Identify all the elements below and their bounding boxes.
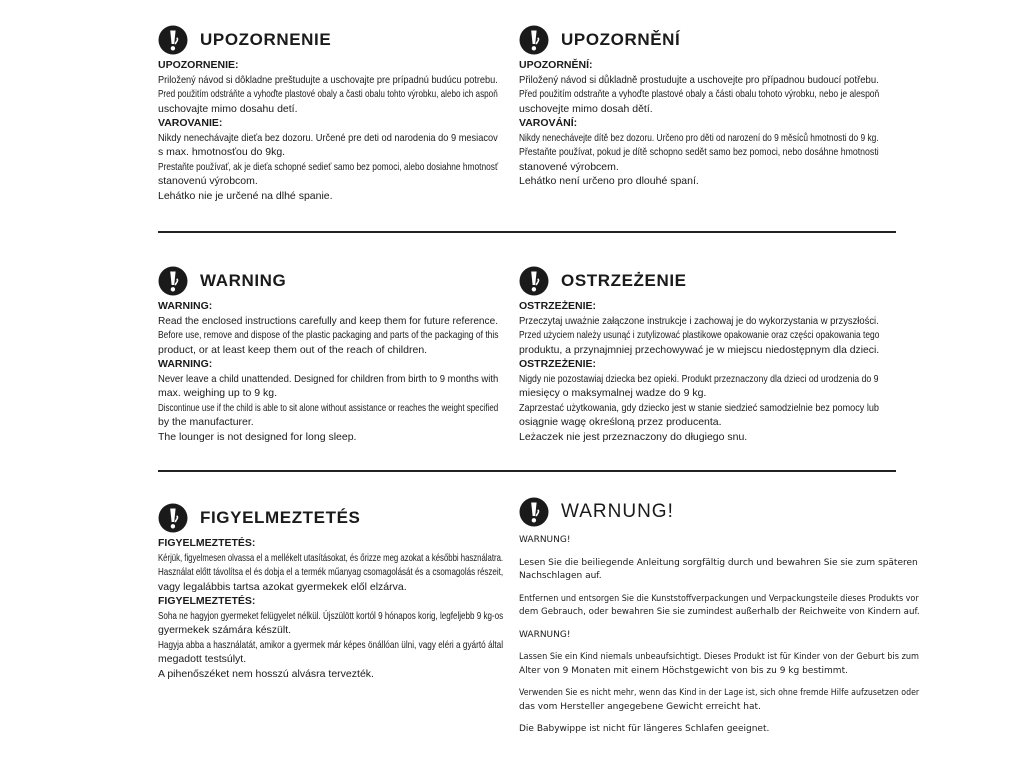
text-line: Lesen Sie die beiliegende Anleitung sorgfältig durch und bewahren Sie sie zum späteren <box>519 557 918 568</box>
warning-icon <box>158 503 188 533</box>
warning-label: OSTRZEŻENIE: <box>519 358 597 370</box>
section-header <box>519 497 919 527</box>
text-line: Die Babywippe ist nicht für längeres Schlafen geeignet. <box>519 724 770 734</box>
warning-label: VAROVÁNÍ: <box>519 117 578 129</box>
divider-top <box>158 231 896 233</box>
text-line: Before use, remove and dispose of the plastic packaging and parts of the packaging of this <box>158 329 499 341</box>
text-line: vagy legalábbis tartsa azokat gyermekek elől elzárva. <box>158 580 407 593</box>
text-line: Nachschlagen auf. <box>519 571 602 581</box>
section-title: FIGYELMEZTETÉS <box>200 508 361 527</box>
warning-label: FIGYELMEZTETÉS: <box>158 595 256 607</box>
text-line: uschovajte mimo dosahu detí. <box>158 102 298 115</box>
section-sk <box>158 25 498 203</box>
warning-icon <box>519 266 549 296</box>
text-line: stanovené výrobcem. <box>519 160 619 173</box>
section-title: WARNUNG! <box>561 501 674 522</box>
warning-icon <box>158 25 188 55</box>
text-line: WARNUNG! <box>519 629 571 640</box>
text-line: Przed użyciem należy usunąć i zutylizować plastikowe opakowanie oraz części opakowania tego <box>519 329 880 341</box>
text-line: max. weighing up to 9 kg. <box>158 387 278 399</box>
warning-icon <box>519 25 549 55</box>
warning-label: WARNING: <box>158 358 213 370</box>
section-body <box>519 534 919 737</box>
text-line: Használat előtt távolítsa el és dobja el a termék műanyag csomagolását és a csomagolás részeit, <box>158 566 504 578</box>
text-line: Verwenden Sie es nicht mehr, wenn das Kind in der Lage ist, sich ohne fremde Hilfe aufzusetzen oder <box>519 688 920 698</box>
text-line: Lehátko není určeno pro dlouhé spaní. <box>519 175 699 187</box>
text-line: Pred použitím odstráňte a vyhoďte plastové obaly a časti obalu tohto výrobku, alebo ich aspoň <box>158 88 498 100</box>
section-header <box>519 266 879 296</box>
text-line: Přiložený návod si důkladně prostudujte a uschovejte pro případnou budoucí potřebu. <box>519 73 879 86</box>
text-line: A pihenőszéket nem hosszú alvásra tervezték. <box>158 667 374 680</box>
text-line: Před použitím odstraňte a vyhoďte plastové obaly a části obalu tohoto výrobku, nebo je alespoň <box>519 88 880 100</box>
text-line: product, or at least keep them out of the reach of children. <box>158 343 428 356</box>
text-line: osiągnie wagę określoną przez producenta. <box>519 416 722 428</box>
section-hu <box>158 503 503 681</box>
text-line: stanovenú výrobcom. <box>158 175 258 187</box>
paragraph-gap <box>519 548 919 557</box>
text-line: Never leave a child unattended. Designed for children from birth to 9 months with <box>158 372 499 385</box>
text-line: by the manufacturer. <box>158 416 254 428</box>
warning-label: UPOZORNENIE: <box>158 59 239 71</box>
section-header <box>519 25 879 55</box>
section-title: UPOZORNENIE <box>200 30 332 49</box>
text-line: Hagyja abba a használatát, amikor a gyermek már képes önállóan ülni, vagy eléri a gyártó által <box>158 638 504 651</box>
divider-middle <box>158 470 896 472</box>
paragraph-gap <box>519 714 919 723</box>
section-body <box>158 58 498 203</box>
paragraph-gap <box>519 642 919 651</box>
text-line: Přestaňte používat, pokud je dítě schopno sedět samo bez pomoci, nebo dosáhne hmotnosti <box>519 146 879 158</box>
text-line: Nikdy nenechávejte dítě bez dozoru. Určeno pro děti od narození do 9 měsíců hmotnosti do 9 kg. <box>519 131 879 144</box>
section-body <box>158 299 498 444</box>
section-title: WARNING <box>200 271 287 290</box>
text-line: Priložený návod si dôkladne preštudujte a uschovajte pre prípadnú budúcu potrebu. <box>158 73 498 86</box>
warning-icon <box>519 497 549 527</box>
text-line: Read the enclosed instructions carefully and keep them for future reference. <box>158 314 499 327</box>
text-line: gyermekek számára készült. <box>158 624 292 636</box>
text-line: The lounger is not designed for long sleep. <box>158 430 357 443</box>
text-line: das vom Hersteller angegebene Gewicht erreicht hat. <box>519 701 761 712</box>
text-line: Lassen Sie ein Kind niemals unbeaufsichtigt. Dieses Produkt ist für Kinder von der Geburt bis zum <box>519 652 920 662</box>
text-line: s max. hmotnosťou do 9kg. <box>158 146 286 158</box>
section-body <box>519 299 879 444</box>
section-title: UPOZORNĚNÍ <box>561 30 681 49</box>
text-line: Nigdy nie pozostawiaj dziecka bez opieki. Produkt przeznaczony dla dzieci od urodzenia do 9 <box>519 372 879 385</box>
warning-label: OSTRZEŻENIE: <box>519 300 597 312</box>
section-header <box>158 25 498 55</box>
warning-label: FIGYELMEZTETÉS: <box>158 537 256 549</box>
text-line: Discontinue use if the child is able to sit alone without assistance or reaches the weight specified <box>158 401 499 414</box>
section-de <box>519 497 919 737</box>
section-header <box>158 503 503 533</box>
text-line: Entfernen und entsorgen Sie die Kunststoffverpackungen und Verpackungsteile dieses Produkts vor <box>519 593 919 604</box>
section-title: OSTRZEŻENIE <box>561 271 687 290</box>
text-line: miesięcy o maksymalnej wadze do 9 kg. <box>519 387 707 399</box>
text-line: dem Gebrauch, oder bewahren Sie sie zumindest außerhalb der Reichweite von Kindern auf. <box>519 607 920 617</box>
text-line: Leżaczek nie jest przeznaczony do długiego snu. <box>519 430 748 443</box>
text-line: Przeczytaj uważnie załączone instrukcje i zachowaj je do wykorzystania w przyszłości. <box>519 314 879 327</box>
text-line: Prestaňte používať, ak je dieťa schopné sedieť samo bez pomoci, alebo dosiahne hmotnosť <box>158 160 499 173</box>
section-body <box>158 536 503 681</box>
section-body <box>519 58 879 189</box>
text-line: Nikdy nenechávajte dieťa bez dozoru. Určené pre deti od narodenia do 9 mesiacov <box>158 131 498 144</box>
text-line: WARNUNG! <box>519 535 571 545</box>
text-line: Soha ne hagyjon gyermeket felügyelet nélkül. Újszülött kortól 9 hónapos korig, legfeljebb 9 kg-os <box>158 609 504 622</box>
text-line: Kérjük, figyelmesen olvassa el a mellékelt utasításokat, és őrizze meg azokat a későbbi használatra. <box>158 551 504 564</box>
warning-label: UPOZORNĚNÍ: <box>519 59 593 71</box>
text-line: Zaprzestać użytkowania, gdy dziecko jest w stanie siedzieć samodzielnie bez pomocy lub <box>519 401 879 414</box>
section-header <box>158 266 498 296</box>
paragraph-gap <box>519 678 919 687</box>
section-pl <box>519 266 879 444</box>
text-line: megadott testsúlyt. <box>158 653 247 665</box>
section-en <box>158 266 498 444</box>
text-line: uschovejte mimo dosah dětí. <box>519 102 653 115</box>
warning-label: WARNING: <box>158 300 213 312</box>
text-line: Lehátko nie je určené na dlhé spanie. <box>158 189 333 202</box>
paragraph-gap <box>519 620 919 629</box>
paragraph-gap <box>519 584 919 593</box>
section-cz <box>519 25 879 189</box>
text-line: Alter von 9 Monaten mit einem Höchstgewicht von bis zu 9 kg bestimmt. <box>519 665 848 676</box>
warning-icon <box>158 266 188 296</box>
text-line: produktu, a przynajmniej przechowywać je w miejscu niedostępnym dla dzieci. <box>519 343 880 356</box>
warning-label: VAROVANIE: <box>158 117 223 129</box>
